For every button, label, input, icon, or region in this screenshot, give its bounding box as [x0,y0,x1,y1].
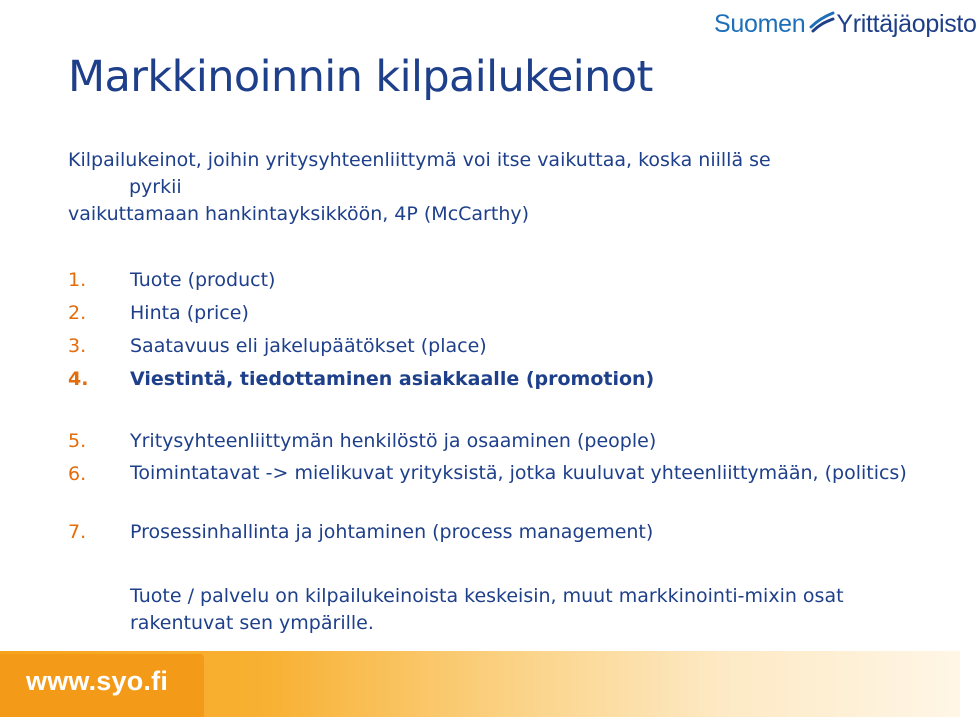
list-number: 1. [68,269,87,291]
list-text: Saatavuus eli jakelupäätökset (place) [130,335,487,357]
list-text: Prosessinhallinta ja johtaminen (process management) [130,521,654,543]
list-item [68,299,249,327]
intro-line-1: Kilpailukeinot, joihin yritysyhteenliittymä voi itse vaikuttaa, koska niillä se [68,149,771,171]
list-number: 7. [68,521,87,543]
logo [714,6,977,42]
swoosh-icon [809,7,835,33]
footer-url: www.syo.fi [26,666,169,696]
list-number: 6. [68,463,87,485]
page-title: Markkinoinnin kilpailukeinot [68,52,653,102]
list-item [68,518,653,546]
intro-text [68,147,868,228]
list-number: 3. [68,335,87,357]
list-item [68,332,487,360]
list-item [68,365,654,393]
logo-word-yrittajaopisto: Yrittäjäopisto [836,9,977,38]
intro-line-2: pyrkii [129,176,182,198]
intro-line-3: vaikuttamaan hankintayksikköön, 4P (McCarthy) [68,203,530,225]
list-number: 2. [68,302,87,324]
list-text: Toimintatavat -> mielikuvat yrityksistä, jotka kuuluvat yhteenliittymään, (politics) [130,462,907,484]
list-item [68,427,656,455]
list-number: 4. [68,368,89,390]
list-item [68,460,930,488]
list-text: Viestintä, tiedottaminen asiakkaalle (promotion) [130,368,655,390]
closing-text: Tuote / palvelu on kilpailukeinoista keskeisin, muut markkinointi-mixin osat rakentuvat sen ympärille. [130,585,844,634]
list-text: Hinta (price) [130,302,249,324]
logo-word-suomen: Suomen [714,9,806,38]
list-text: Tuote (product) [130,269,276,291]
list-number: 5. [68,430,87,452]
list-item [68,266,275,294]
list-text: Yritysyhteenliittymän henkilöstö ja osaaminen (people) [130,430,657,452]
